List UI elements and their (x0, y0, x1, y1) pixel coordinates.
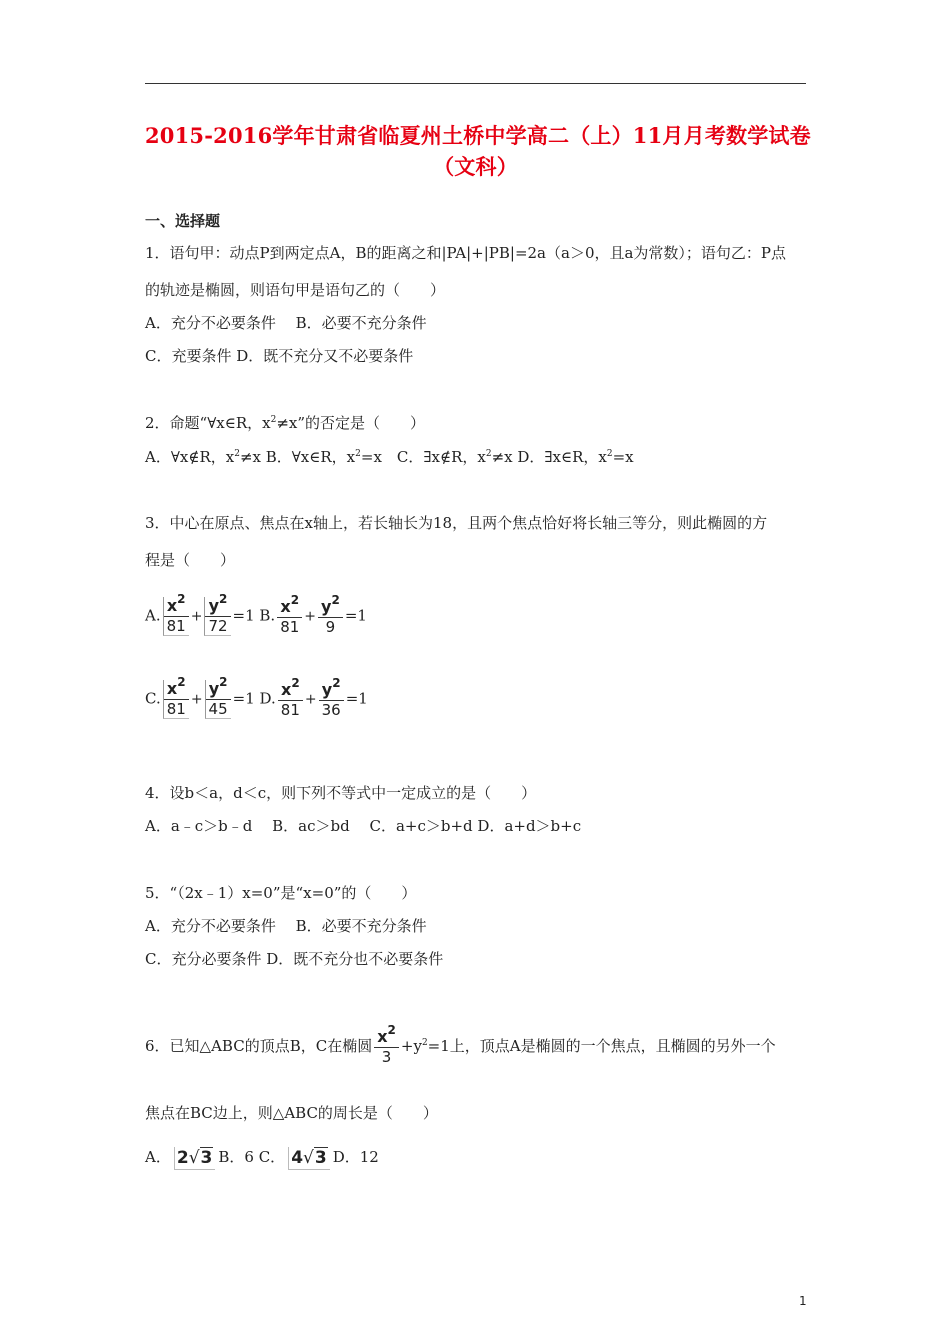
q1-options-line1: A．充分不必要条件 B．必要不充分条件 (145, 314, 427, 332)
q6-stem-line2: 焦点在BC边上，则△ABC的周长是（ ） (145, 1104, 438, 1122)
page-number: 1 (799, 1294, 807, 1308)
fraction-y2-45: $\frac{y^2}{45}$ (205, 680, 231, 719)
q1-options-line2: C．充要条件 D．既不充分又不必要条件 (145, 347, 414, 365)
radical-4-sqrt-3: 4√3 (288, 1147, 330, 1170)
q3-stem-line1: 3．中心在原点、焦点在x轴上，若长轴长为18，且两个焦点恰好将长轴三等分，则此椭圆的方 (145, 514, 768, 532)
fraction-x2-3: $\frac{x^2}{3}$ (374, 1028, 399, 1066)
title-line-2: （文科） (433, 154, 518, 179)
radical-2-sqrt-3: 2√3 (174, 1147, 216, 1170)
q5-stem: 5．“（2x﹣1）x=0”是“x=0”的（ ） (145, 884, 417, 902)
q3-stem-line2: 程是（ ） (145, 551, 236, 569)
q6-stem-line1: 6．已知△ABC的顶点B，C在椭圆 $\frac{x^2}{3}$ $+y^2=1$上，顶点A是椭圆的一个焦点，且椭圆的另外一个 (145, 1023, 776, 1066)
fraction-x2-81-c: $\frac{x^2}{81}$ (163, 680, 189, 719)
exam-title (145, 120, 811, 182)
fraction-x2-81-b: $\frac{x^2}{81}$ (277, 598, 302, 636)
fraction-x2-81-d: $\frac{x^2}{81}$ (278, 681, 303, 719)
q1-stem-line1: 1．语句甲：动点P到两定点A，B的距离之和|PA|+|PB|=2a（a＞0，且a为常数）；语句乙：P点 (145, 244, 787, 262)
q5-options-line1: A．充分不必要条件 B．必要不充分条件 (145, 917, 427, 935)
fraction-y2-9: $\frac{y^2}{9}$ (318, 598, 343, 636)
header-rule (145, 83, 806, 84)
q1-stem-line2: 的轨迹是椭圆，则语句甲是语句乙的（ ） (145, 281, 446, 299)
q3-options-line1: A. $\frac{x^2}{81}$ + $\frac{y^2}{72}$ =1 B. $\frac{x^2}{81}$ + $\frac{y^2}{9}$ =1 (145, 592, 367, 636)
q2-options: A．∀x∉R，$x^2\ne x$ B．∀x∈R，$x^2=x$ C．∃x∉R，$x^2\ne x$ D．∃x∈R，$x^2=x$ (145, 448, 634, 466)
fraction-y2-72: $\frac{y^2}{72}$ (204, 597, 230, 636)
section-heading: 一、选择题 (145, 212, 221, 230)
title-line-1: 2015-2016学年甘肃省临夏州土桥中学高二（上）11月月考数学试卷 (145, 123, 811, 148)
q5-options-line2: C．充分必要条件 D．既不充分也不必要条件 (145, 950, 444, 968)
q2-stem: 2．命题“∀x∈R，$x^2\ne x$”的否定是（ ） (145, 414, 426, 432)
fraction-y2-36: $\frac{y^2}{36}$ (319, 681, 344, 719)
q6-options: A． 2√3 B．6 C． 4√3 D．12 (145, 1147, 379, 1168)
q4-options: A．a﹣c＞b﹣d B．ac＞bd C．a+c＞b+d D．a+d＞b+c (145, 817, 582, 835)
fraction-x2-81: $\frac{x^2}{81}$ (163, 597, 189, 636)
q3-options-line2: C. $\frac{x^2}{81}$ + $\frac{y^2}{45}$ =1 D. $\frac{x^2}{81}$ + $\frac{y^2}{36}$ =1 (145, 675, 368, 719)
q4-stem: 4．设b＜a，d＜c，则下列不等式中一定成立的是（ ） (145, 784, 537, 802)
